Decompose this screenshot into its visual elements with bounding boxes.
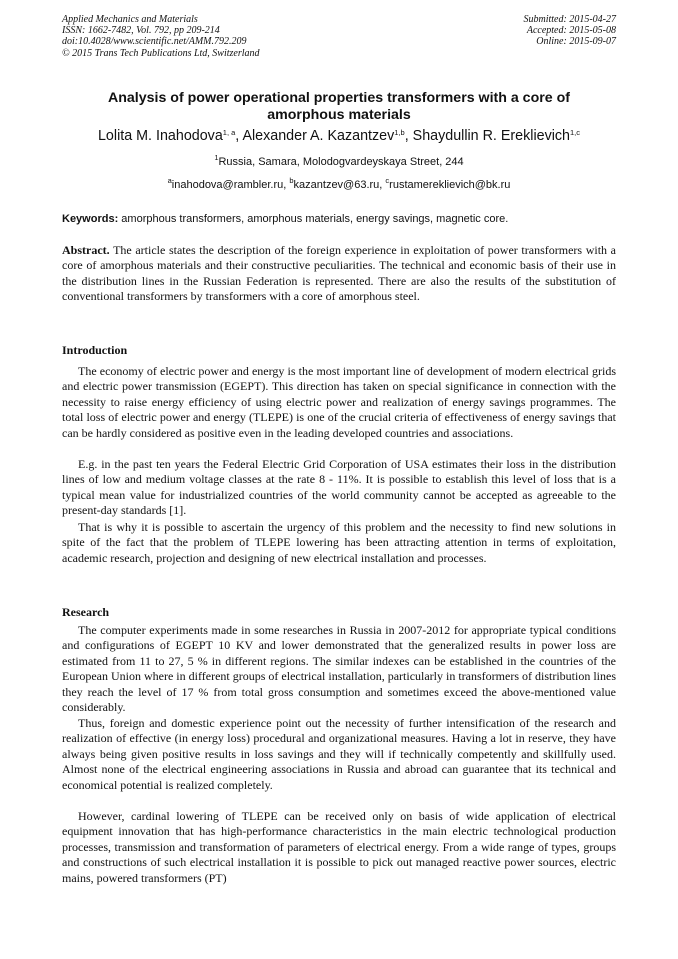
section-heading-research: Research — [62, 605, 110, 619]
paragraph: E.g. in the past ten years the Federal Electric Grid Corporation of USA estimates their loss in the distribution lines of low and medium voltage classes at the rate 8 - 11%. It is possible to establish this level of loss that is a typical mean value for industrialized countries of the world community cannot be accepted as agreeable to the present-day standards [1]. — [62, 457, 616, 518]
abstract-text: The article states the description of the foreign experience in exploitation of power transformers with a core of amorphous materials and their constructive peculiarities. The technical and economic basis of their use in the distribution lines in the Russian Federation is represented. There are also the results of the substitution of conventional transformers by transformers with a core of amorphous steel. — [62, 243, 616, 304]
section-heading-introduction: Introduction — [62, 343, 128, 357]
email-mark: c — [385, 176, 390, 185]
author-affiliation-mark: 1,b — [394, 128, 405, 137]
abstract-label: Abstract. — [62, 243, 110, 257]
author-emails — [62, 178, 616, 192]
author-name: Lolita M. Inahodova — [97, 128, 223, 144]
email-separator: , — [283, 179, 290, 191]
email-separator: , — [379, 179, 386, 191]
affiliation — [62, 155, 616, 169]
paper-title — [62, 90, 616, 124]
email-address[interactable]: inahodova@rambler.ru — [171, 179, 284, 191]
doi: doi:10.4028/www.scientific.net/AMM.792.209 — [62, 36, 247, 48]
affiliation-address: Russia, Samara, Molodogvardeyskaya Street, 244 — [218, 156, 464, 168]
email-mark: a — [167, 176, 172, 185]
title-line-1: Analysis of power operational properties transformers with a core of — [108, 90, 570, 106]
author-affiliation-mark: 1, a — [222, 128, 236, 137]
submitted-date: Submitted: 2015-04-27 — [523, 14, 616, 25]
keywords-label: Keywords: — [62, 213, 119, 225]
keywords — [62, 212, 616, 226]
keywords-text: amorphous transformers, amorphous materials, energy savings, magnetic core. — [118, 213, 509, 225]
author-separator: , — [404, 128, 413, 144]
author-separator: , — [235, 128, 243, 144]
affiliation-mark: 1 — [214, 153, 219, 162]
title-line-2: amorphous materials — [267, 107, 411, 123]
paragraph: That is why it is possible to ascertain the urgency of this problem and the necessity to find new solutions in spite of the fact that the problem of TLEPE lowering has been attracting attention in terms of exploitation, academic research, projection and designing of new electrical installation and processes. — [62, 520, 616, 565]
online-date: Online: 2015-09-07 — [536, 36, 616, 48]
author-name: Shaydullin R. Ereklievich — [412, 128, 570, 144]
journal-name: Applied Mechanics and Materials — [62, 14, 198, 25]
accepted-date: Accepted: 2015-05-08 — [526, 25, 616, 37]
author-affiliation-mark: 1,c — [570, 128, 581, 137]
copyright: © 2015 Trans Tech Publications Ltd, Switzerland — [62, 47, 260, 59]
abstract — [62, 243, 616, 305]
paragraph: However, cardinal lowering of TLEPE can be received only on basis of wide application of electrical equipment innovation that has high-performance characteristics in the main electric technological production processes, transmission and transformation of parameters of electrical energy. From a wide range of types, groups and constructions of such electrical installation it is possible to pick out managed reactive power sources, electric mains, powered transformers (PT) — [62, 809, 616, 885]
publication-dates — [524, 14, 617, 48]
email-address[interactable]: kazantzev@63.ru — [293, 179, 380, 191]
paragraph: The economy of electric power and energy is the most important line of development of modern electrical grids and electric power transmission (EGEPT). This direction has taken on special significance in connection with the necessity to raise energy efficiency of using electric power and realization of energy savings programmes. The total loss of electric power and energy (TLEPE) is one of the crucial criteria of effectiveness of energy savings that can be hardly considered as positive even in the leading developed countries and associations. — [62, 364, 616, 440]
email-mark: b — [289, 176, 294, 185]
journal-info — [62, 14, 260, 59]
author-name: Alexander A. Kazantzev — [242, 128, 395, 144]
paragraph: Thus, foreign and domestic experience point out the necessity of further intensification of the research and realization of effective (in energy loss) procedural and organizational measures. Having a lot in reserve, they have always being given positive results in loss savings and they will if technically competently and skillfully used. Almost none of the electrical engineering associations in Russia and abroad can guarantee that its technical and economical potential is realized completely. — [62, 716, 616, 792]
email-address[interactable]: rustamereklievich@bk.ru — [389, 179, 511, 191]
author-list — [62, 128, 616, 145]
paragraph: The computer experiments made in some researches in Russia in 2007-2012 for appropriate typical conditions and configurations of EGEPT 10 KV and lower demonstrated that the generalized results in power loss are estimated from 11 to 27, 5 % in different regions. The similar indexes can be established in the countries of the European Union where in different groups of electrical installation, particularly in transformers of distribution lines they reach the level of 17 % from total gross consumption and sometimes exceed the above-mentioned value considerably. — [62, 623, 616, 715]
issn: ISSN: 1662-7482, Vol. 792, pp 209-214 — [62, 25, 220, 37]
